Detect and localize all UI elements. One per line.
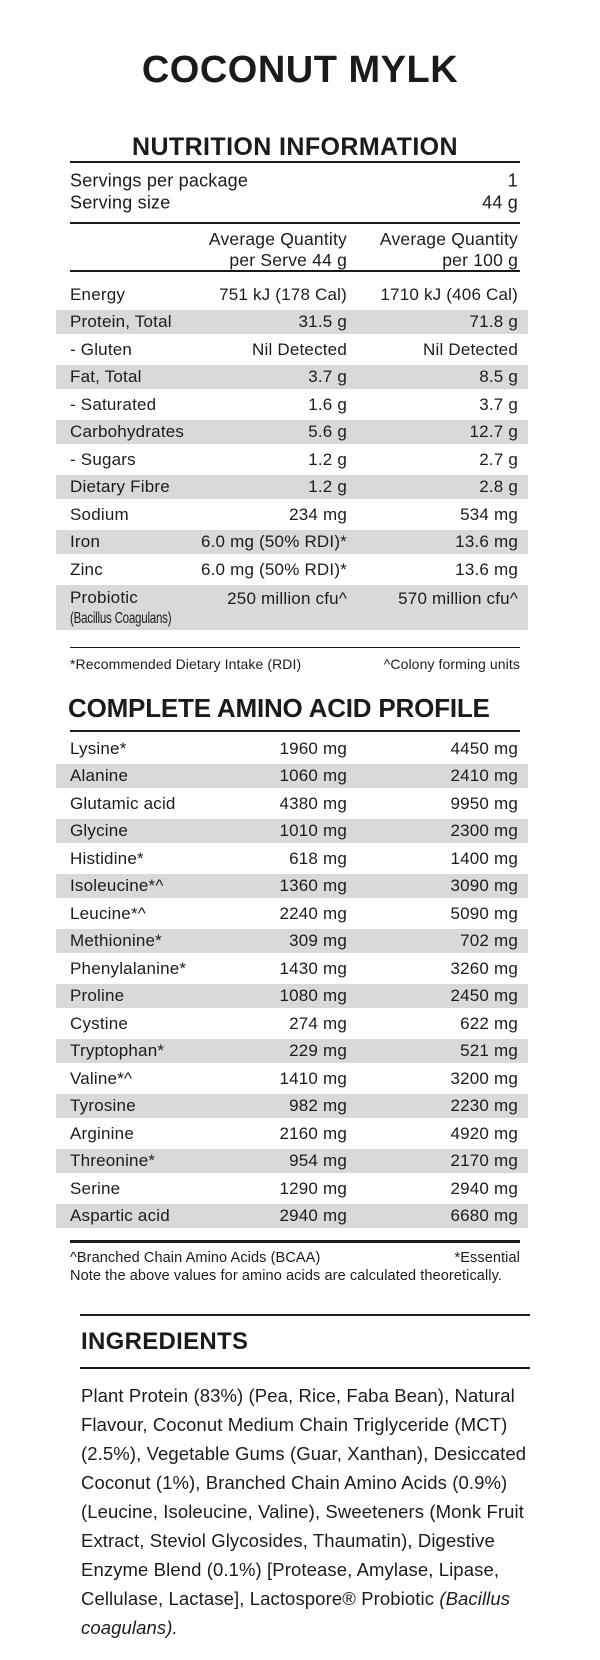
row-per-100g-value: 1710 kJ (406 Cal) [380, 284, 518, 304]
row-per-100g-value: 570 million cfu^ [398, 588, 518, 608]
row-per-100g-value: 6680 mg [450, 1206, 518, 1226]
ingredients-text-italic: (Bacillus coagulans). [81, 1588, 511, 1638]
row-label: Probiotic (Bacillus Coagulans) [70, 587, 172, 627]
row-per-100g-value: 2940 mg [450, 1178, 518, 1198]
row-label: Methionine* [70, 931, 162, 951]
table-row [56, 1010, 528, 1038]
row-label: Sodium [70, 504, 129, 524]
amino-acid-heading: COMPLETE AMINO ACID PROFILE [68, 693, 490, 723]
row-per-100g-value: 2230 mg [450, 1096, 518, 1116]
row-label: Tyrosine [70, 1096, 136, 1116]
row-label: Glycine [70, 821, 129, 841]
table-row [56, 501, 528, 529]
row-per-serve-value: 274 mg [289, 1013, 347, 1033]
row-label: Lysine* [70, 738, 127, 758]
row-label: Cystine [70, 1013, 129, 1033]
divider [70, 270, 520, 272]
row-per-100g-value: 2170 mg [450, 1151, 518, 1171]
row-label: Protein, Total [70, 312, 172, 332]
row-label: Leucine*^ [70, 903, 146, 923]
table-row [56, 1175, 528, 1203]
row-per-100g-value: 2410 mg [450, 766, 518, 786]
row-per-100g-value: 3.7 g [479, 394, 518, 414]
table-row [56, 900, 528, 928]
row-per-100g-value: 8.5 g [479, 367, 518, 387]
table-row [56, 928, 528, 956]
row-label: Dietary Fibre [70, 477, 170, 497]
row-per-serve-value: 6.0 mg (50% RDI)* [200, 532, 347, 552]
per-serve-header-line1: Average Quantity [208, 229, 347, 249]
servings-per-package-value: 1 [507, 170, 518, 191]
table-row [56, 763, 528, 791]
table-row [56, 818, 528, 846]
row-per-serve-value: 1.2 g [308, 449, 347, 469]
table-row [56, 1038, 528, 1066]
nutrition-information-heading: NUTRITION INFORMATION [132, 133, 458, 161]
table-row [56, 1148, 528, 1176]
row-per-100g-value: 9950 mg [450, 793, 518, 813]
table-row [56, 336, 528, 364]
nutrition-information-section [0, 134, 528, 672]
row-per-serve-value: 1410 mg [279, 1068, 347, 1088]
ingredients-text [81, 1381, 538, 1642]
row-per-100g-value: Nil Detected [423, 339, 518, 359]
table-row [56, 1065, 528, 1093]
row-per-100g-value: 622 mg [460, 1013, 518, 1033]
table-row [56, 983, 528, 1011]
table-row [56, 556, 528, 584]
row-per-100g-value: 5090 mg [450, 903, 518, 923]
row-per-serve-value: 4380 mg [279, 793, 347, 813]
row-label: Iron [70, 532, 101, 552]
serving-size-value: 44 g [482, 192, 518, 213]
rdi-footnote: *Recommended Dietary Intake (RDI) [70, 656, 302, 672]
amino-note: Note the above values for amino acids are calculated theoretically. [70, 1268, 502, 1284]
table-row [56, 1203, 528, 1231]
row-per-serve-value: 1290 mg [279, 1178, 347, 1198]
serving-size-label: Serving size [70, 192, 171, 213]
table-row [56, 529, 528, 557]
row-per-serve-value: 6.0 mg (50% RDI)* [200, 559, 347, 579]
row-label: Aspartic acid [70, 1206, 170, 1226]
row-per-serve-value: 250 million cfu^ [227, 588, 347, 608]
row-per-serve-value: 1.2 g [308, 477, 347, 497]
row-per-100g-value: 2.8 g [479, 477, 518, 497]
table-row [56, 955, 528, 983]
divider [80, 1367, 530, 1369]
row-per-serve-value: 31.5 g [298, 312, 347, 332]
per-100g-header-line1: Average Quantity [379, 229, 518, 249]
table-row [56, 391, 528, 419]
row-label: Alanine [70, 766, 129, 786]
row-label: Tryptophan* [70, 1041, 165, 1061]
serving-size-row [56, 192, 528, 214]
divider [80, 1314, 530, 1316]
row-per-100g-value: 2450 mg [450, 986, 518, 1006]
row-label: Histidine* [70, 848, 144, 868]
ingredients-text-main: Plant Protein (83%) (Pea, Rice, Faba Bean), Natural Flavour, Coconut Medium Chain Triglyceride (MCT) (2.5%), Vegetable Gums (Guar, Xanthan), Desiccated Coconut (1%), Branched Chain Amino Acids (0.9%) (Leucine, Isoleucine, Valine), Sweeteners (Monk Fruit Extract, Steviol Glycosides, Thaumatin), Digestive Enzyme Blend (0.1%) [Protease, Amylase, Lipase, Cellulase, Lactase], Lactospore® Probiotic [81, 1385, 527, 1609]
row-label: Proline [70, 986, 125, 1006]
table-row [56, 1120, 528, 1148]
essential-footnote: *Essential [454, 1250, 520, 1266]
row-label: - Sugars [70, 449, 136, 469]
row-per-serve-value: 1.6 g [308, 394, 347, 414]
product-title: COCONUT MYLK [141, 49, 459, 91]
row-per-100g-value: 4450 mg [450, 738, 518, 758]
row-per-serve-value: 751 kJ (178 Cal) [219, 284, 347, 304]
divider [70, 730, 520, 732]
row-per-serve-value: 1010 mg [279, 821, 347, 841]
row-per-serve-value: 1060 mg [279, 766, 347, 786]
nutrition-table [56, 281, 528, 632]
row-label: Arginine [70, 1123, 134, 1143]
row-per-100g-value: 13.6 mg [455, 559, 518, 579]
row-label: - Saturated [70, 394, 157, 414]
row-per-serve-value: 618 mg [289, 848, 347, 868]
row-per-serve-value: Nil Detected [252, 339, 347, 359]
table-row [56, 735, 528, 763]
row-per-100g-value: 702 mg [460, 931, 518, 951]
row-per-100g-value: 4920 mg [450, 1123, 518, 1143]
row-per-serve-value: 982 mg [289, 1096, 347, 1116]
row-per-serve-value: 2940 mg [279, 1206, 347, 1226]
row-label: Carbohydrates [70, 422, 185, 442]
nutrition-footnotes [56, 648, 528, 672]
row-per-serve-value: 5.6 g [308, 422, 347, 442]
table-row [56, 419, 528, 447]
row-per-serve-value: 1360 mg [279, 876, 347, 896]
row-per-100g-value: 521 mg [460, 1041, 518, 1061]
row-per-serve-value: 954 mg [289, 1151, 347, 1171]
column-headers [56, 224, 528, 270]
row-per-serve-value: 234 mg [289, 504, 347, 524]
servings-per-package-label: Servings per package [70, 170, 249, 191]
per-100g-header-line2: per 100 g [442, 249, 518, 270]
row-label: Glutamic acid [70, 793, 176, 813]
row-per-serve-value: 2240 mg [279, 903, 347, 923]
row-per-serve-value: 1080 mg [279, 986, 347, 1006]
table-row [56, 790, 528, 818]
row-per-100g-value: 3090 mg [450, 876, 518, 896]
per-serve-column-header [209, 229, 347, 270]
servings-block [56, 163, 528, 222]
row-label: Isoleucine*^ [70, 876, 164, 896]
table-row [56, 364, 528, 392]
table-row [56, 474, 528, 502]
cfu-footnote: ^Colony forming units [383, 656, 520, 672]
row-label: Fat, Total [70, 367, 142, 387]
table-row [56, 845, 528, 873]
amino-footnotes [56, 1243, 528, 1266]
row-per-serve-value: 1430 mg [279, 958, 347, 978]
servings-per-package-row [56, 170, 528, 192]
row-per-100g-value: 12.7 g [469, 422, 518, 442]
row-per-100g-value: 3260 mg [450, 958, 518, 978]
row-sublabel: (Bacillus Coagulans) [70, 609, 172, 627]
row-per-100g-value: 534 mg [460, 504, 518, 524]
table-row [56, 873, 528, 901]
row-per-100g-value: 1400 mg [450, 848, 518, 868]
table-row [56, 584, 528, 632]
row-per-100g-value: 71.8 g [469, 312, 518, 332]
table-row [56, 281, 528, 309]
amino-acid-table [56, 735, 528, 1230]
row-per-serve-value: 1960 mg [279, 738, 347, 758]
row-label: Valine*^ [70, 1068, 133, 1088]
row-per-serve-value: 2160 mg [279, 1123, 347, 1143]
row-label: Phenylalanine* [70, 958, 187, 978]
row-per-serve-value: 229 mg [289, 1041, 347, 1061]
amino-acid-section [0, 693, 528, 1284]
row-per-serve-value: 309 mg [289, 931, 347, 951]
row-label: - Gluten [70, 339, 133, 359]
row-per-100g-value: 13.6 mg [455, 532, 518, 552]
bcaa-footnote: ^Branched Chain Amino Acids (BCAA) [70, 1250, 321, 1266]
row-per-100g-value: 2300 mg [450, 821, 518, 841]
row-label: Zinc [70, 559, 103, 579]
row-per-100g-value: 2.7 g [479, 449, 518, 469]
row-label: Threonine* [70, 1151, 156, 1171]
row-per-serve-value: 3.7 g [308, 367, 347, 387]
per-100g-column-header [380, 229, 518, 270]
ingredients-section [0, 1314, 528, 1642]
ingredients-heading: INGREDIENTS [81, 1328, 249, 1355]
row-label: Serine [70, 1178, 121, 1198]
row-per-100g-value: 3200 mg [450, 1068, 518, 1088]
table-row [56, 446, 528, 474]
per-serve-header-line2: per Serve 44 g [229, 249, 347, 270]
table-row [56, 309, 528, 337]
table-row [56, 1093, 528, 1121]
row-label: Energy [70, 284, 126, 304]
